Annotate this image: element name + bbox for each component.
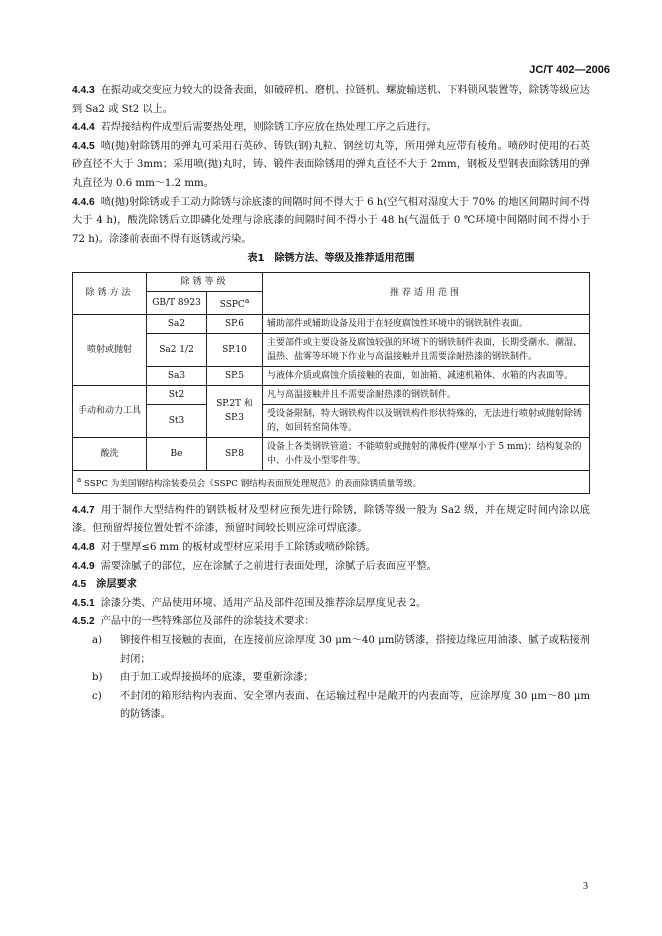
table-row <box>73 314 590 333</box>
clause-4-4-4 <box>72 119 590 138</box>
section-heading-4-5 <box>72 576 590 595</box>
table-caption: 表1 除锈方法、等级及推荐适用范围 <box>247 253 415 265</box>
clause-number: 4.4.9 <box>72 560 95 572</box>
cell-method: 喷射或抛射 <box>73 314 147 385</box>
cell-gbt: Sa3 <box>147 366 207 385</box>
cell-method: 手动和动力工具 <box>73 385 147 437</box>
clause-text: 若焊接结构件成型后需要热处理，则除锈工序应放在热处理工序之后进行。 <box>100 122 437 134</box>
table-footnote <box>73 470 590 493</box>
clause-number: 4.4.4 <box>72 122 95 134</box>
clause-4-4-9 <box>72 558 590 577</box>
table-header-row <box>73 272 590 291</box>
clause-number: 4.4.6 <box>72 196 95 208</box>
clause-number: 4.4.3 <box>72 85 95 96</box>
header-grade: 除锈等级 <box>147 272 263 291</box>
header-sspc-label: SSPC <box>219 299 245 310</box>
clause-number: 4.4.8 <box>72 541 95 553</box>
cell-sspc: SP.5 <box>207 366 263 385</box>
clause-text: 涂漆分类、产品使用环境、适用产品及部件范围及推荐涂层厚度见表 2。 <box>100 597 427 609</box>
clause-text: 喷(抛)射除锈用的弹丸可采用石英砂、铸铁(钢)丸粒、钢丝切丸等，所用弹丸应带有棱角。喷砂时使用的石英砂直径不大于 3mm；采用喷(抛)丸时，铸、锻件表面除锈用的弹丸直径不大于 2mm，钢板及型钢表面除锈用的弹丸直径为 0.6 mm～1.2 mm。 <box>72 140 590 189</box>
cell-sspc: SP.2T 和 SP.3 <box>207 385 263 437</box>
section-title: 涂层要求 <box>96 579 137 591</box>
table-footnote-row <box>73 470 590 493</box>
section-number: 4.5 <box>72 579 87 591</box>
header-sspc <box>207 291 263 314</box>
clause-4-4-7 <box>72 502 590 539</box>
requirements-list <box>72 632 590 725</box>
clause-text: 对于壁厚≤6 mm 的板材或型材应采用手工除锈或喷砂除锈。 <box>100 541 376 553</box>
cell-scope: 辅助部件或辅助设备及用于在轻度腐蚀性环境中的钢铁制件表面。 <box>263 314 590 333</box>
footnote-mark: a <box>77 474 82 484</box>
table-row <box>73 333 590 366</box>
header-gbt: GB/T 8923 <box>147 291 207 314</box>
clause-4-5-2 <box>72 613 590 632</box>
clause-4-4-6 <box>72 194 590 250</box>
cell-sspc: SP.8 <box>207 437 263 470</box>
cell-sspc: SP.6 <box>207 314 263 333</box>
header-method: 除锈方法 <box>73 272 147 314</box>
cell-scope: 凡与高温接触并且不需要涂耐热漆的钢铁制件。 <box>263 385 590 404</box>
clause-text: 喷(抛)射除锈或手工动力除锈与涂底漆的间隔时间不得大于 6 h(空气相对湿度大于 70% 的地区间隔时间不得大于 4 h)，酸洗除锈后立即磷化处理与涂底漆的间隔时间不得小于 48 h(气温低于 0 ℃环境中间隔时间不得小于 72 h)。涂漆前表面不得有返锈或污染。 <box>72 196 590 245</box>
cell-sspc: SP.10 <box>207 333 263 366</box>
clause-number: 4.5.1 <box>72 597 95 609</box>
table-row <box>73 437 590 470</box>
cell-scope: 设备上各类钢铁管道；不能喷射或抛射的薄板件(壁厚小于 5 mm)；结构复杂的中、小件及小型零件等。 <box>263 437 590 470</box>
list-marker: a) <box>92 634 103 646</box>
list-item-text: 由于加工或焊接损坏的底漆，要重新涂漆； <box>120 672 314 684</box>
cell-gbt: Sa2 1/2 <box>147 333 207 366</box>
list-item-text: 不封闭的箱形结构内表面、安全罩内表面、在运输过程中是敞开的内表面等，应涂厚度 30 μm～80 μm的防锈漆。 <box>120 690 590 721</box>
cell-scope: 与液体介质或腐蚀介质接触的表面，如油箱、减速机箱体、水箱的内表面等。 <box>263 366 590 385</box>
footnote-text: SSPC 为美国钢结构涂装委员会《SSPC 钢结构表面预处理规范》的表面除锈质量等级。 <box>84 478 422 489</box>
clause-text: 用于制作大型结构件的钢铁板材及型材应预先进行除锈，除锈等级一般为 Sa2 级，并在规定时间内涂以底漆。但预留焊接位置处暂不涂漆，预留时间较长则应涂可焊底漆。 <box>72 504 590 535</box>
clause-4-4-3 <box>72 82 590 119</box>
clause-4-4-5 <box>72 138 590 194</box>
standard-code: JC/T 402—2006 <box>529 64 610 76</box>
footnote-ref: a <box>244 295 250 305</box>
clause-4-4-8 <box>72 539 590 558</box>
cell-method: 酸洗 <box>73 437 147 470</box>
cell-scope: 主要部件或主要设备及腐蚀较强的环境下的钢铁制件表面，长期受潮水、潮湿、温热、盐雾等环境下作业与高温接触并且需要涂耐热漆的钢铁制件。 <box>263 333 590 366</box>
clause-text: 产品中的一些特殊部位及部件的涂装技术要求： <box>100 616 315 628</box>
clause-number: 4.5.2 <box>72 616 95 628</box>
list-marker: b) <box>92 672 103 684</box>
rust-removal-table <box>72 272 590 494</box>
cell-gbt: Sa2 <box>147 314 207 333</box>
table-row <box>73 404 590 437</box>
page-number: 3 <box>583 881 588 892</box>
table-row <box>73 366 590 385</box>
list-item <box>92 669 590 688</box>
cell-gbt: Be <box>147 437 207 470</box>
list-marker: c) <box>92 690 102 702</box>
list-item <box>92 632 590 669</box>
list-item <box>92 688 590 725</box>
clause-4-5-1 <box>72 595 590 614</box>
header-scope: 推荐适用范围 <box>263 272 590 314</box>
list-item-text: 铆接件相互接触的表面，在连接前应涂厚度 30 μm～40 μm防锈漆，搭接边缘应用油漆、腻子或粘接剂封闭； <box>120 634 590 665</box>
document-body <box>72 82 590 725</box>
cell-scope: 受设备限制，特大钢铁构件以及钢铁构件形状特殊的，无法进行喷射或抛射除锈的，如回转窑筒体等。 <box>263 404 590 437</box>
clause-number: 4.4.7 <box>72 504 95 516</box>
cell-gbt: St3 <box>147 404 207 437</box>
cell-gbt: St2 <box>147 385 207 404</box>
clause-number: 4.4.5 <box>72 140 95 152</box>
clause-text: 需要涂腻子的部位，应在涂腻子之前进行表面处理，涂腻子后表面应平整。 <box>100 560 437 572</box>
clause-text: 在振动或交变应力较大的设备表面，如破碎机、磨机、拉链机、螺旋输送机、下料锁风装置等，除锈等级应达到 Sa2 或 St2 以上。 <box>72 85 590 115</box>
table-row <box>73 385 590 404</box>
